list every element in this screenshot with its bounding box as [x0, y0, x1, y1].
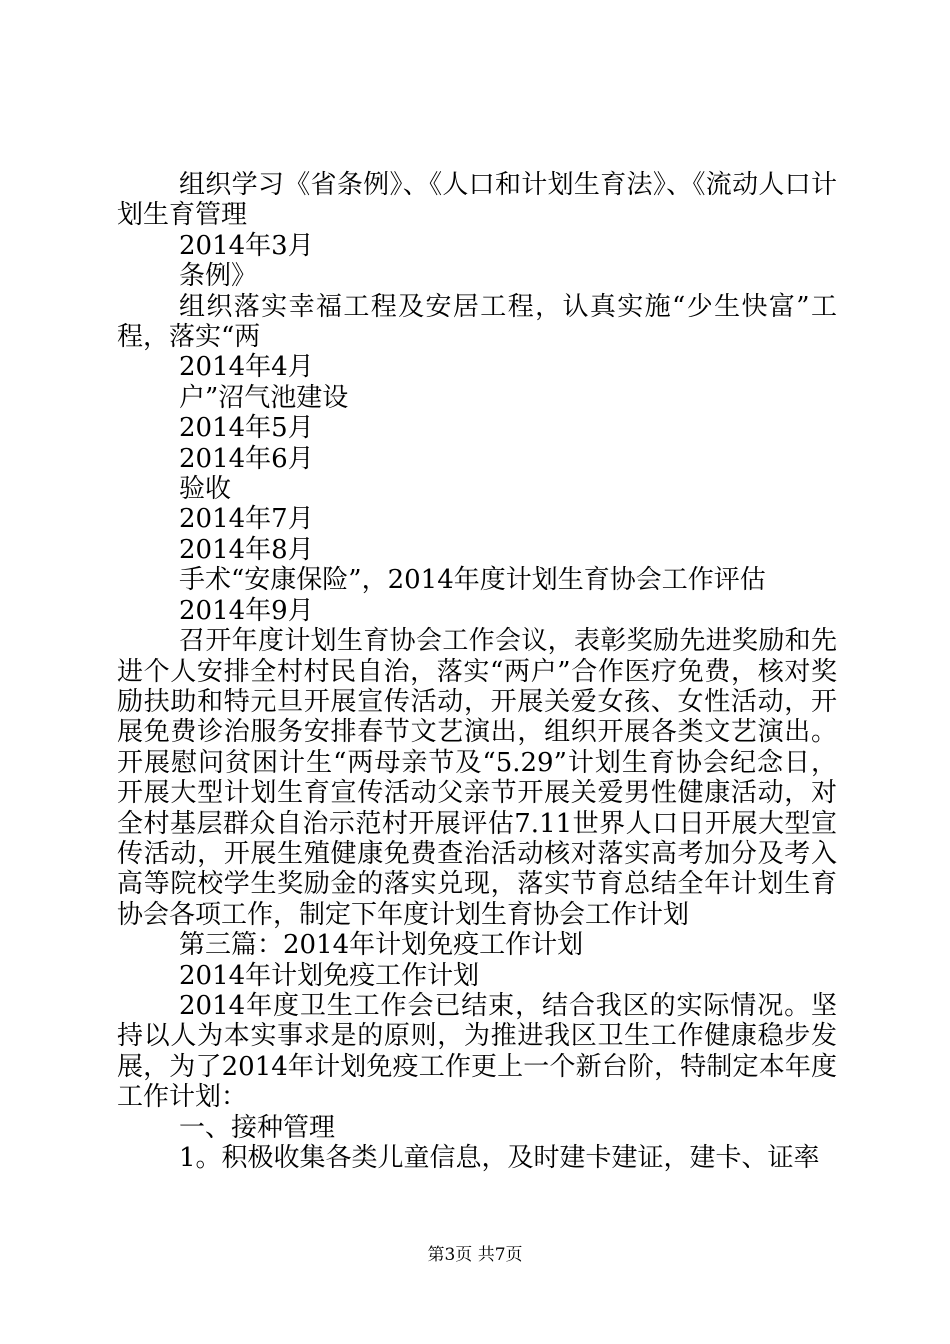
paragraph: 2014年5月 — [179, 413, 314, 444]
paragraph: 验收 — [179, 474, 232, 505]
paragraph: 2014年度卫生工作会已结束，结合我区的实际情况。坚持以人为本实事求是的原则，为推进我区卫生工作健康稳步发展，为了2014年计划免疫工作更上一个新台阶，特制定本年度工作计划： — [117, 990, 837, 1113]
page-number: 第3页 共7页 — [427, 1245, 523, 1265]
paragraph: 2014年8月 — [179, 534, 314, 565]
section-heading: 第三篇：2014年计划免疫工作计划 — [179, 930, 584, 961]
paragraph: 2014年3月 — [179, 230, 314, 261]
paragraph: 2014年7月 — [179, 504, 314, 535]
document-title: 2014年计划免疫工作计划 — [179, 960, 480, 991]
paragraph: 手术“安康保险”，2014年度计划生育协会工作评估 — [179, 565, 766, 596]
document-body — [117, 170, 837, 1173]
paragraph: 召开年度计划生育协会工作会议，表彰奖励先进奖励和先进个人安排全村村民自治，落实“两户”合作医疗免费，核对奖励扶助和特元旦开展宣传活动，开展关爱女孩、女性活动，开展免费诊治服务安排春节文艺演出，组织开展各类文艺演出。开展慰问贫困计生“两母亲节及“5.29”计划生育协会纪念日，开展大型计划生育宣传活动父亲节开展关爱男性健康活动，对全村基层群众自治示范村开展评估7.11世界人口日开展大型宣传活动，开展生殖健康免费查治活动核对落实高考加分及考入高等院校学生奖励金的落实兑现，落实节育总结全年计划生育协会各项工作，制定下年度计划生育协会工作计划 — [117, 626, 837, 930]
paragraph: 2014年9月 — [179, 595, 314, 626]
paragraph: 户”沼气池建设 — [179, 382, 349, 413]
paragraph: 条例》 — [179, 261, 258, 292]
page-footer — [0, 1243, 950, 1267]
paragraph: 组织落实幸福工程及安居工程，认真实施“少生快富”工程，落实“两 — [117, 291, 837, 353]
paragraph: 1。积极收集各类儿童信息，及时建卡建证，建卡、证率 — [179, 1143, 820, 1173]
paragraph: 2014年6月 — [179, 443, 314, 474]
paragraph: 2014年4月 — [179, 352, 314, 383]
subheading: 一、接种管理 — [179, 1112, 336, 1143]
paragraph: 组织学习《省条例》、《人口和计划生育法》、《流动人口计划生育管理 — [117, 170, 837, 231]
